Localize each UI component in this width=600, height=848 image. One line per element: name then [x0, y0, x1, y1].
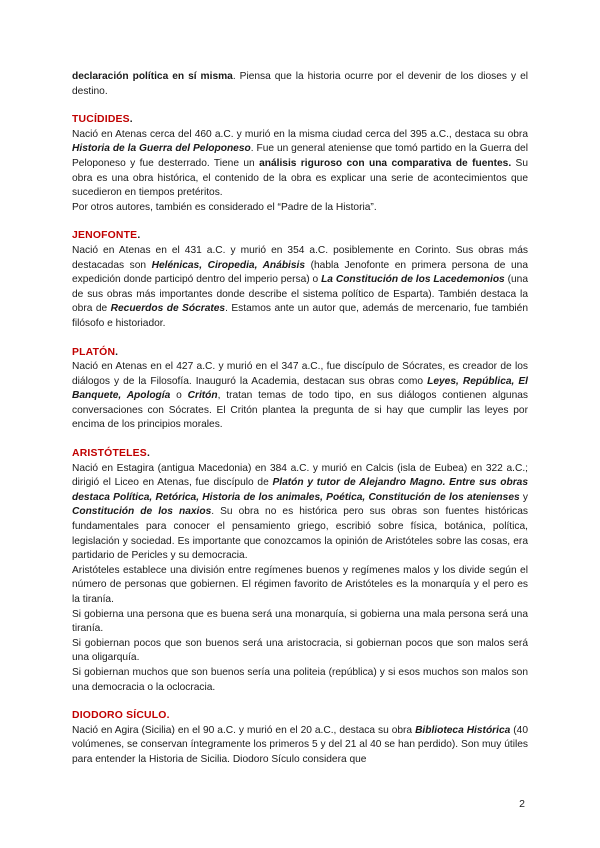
aristoteles-paragraph-4: Si gobiernan pocos que son buenos será una aristocracia, si gobiernan pocos que son malos será una oligarquía. — [72, 637, 528, 664]
heading-platon: PLATÓN. — [72, 346, 119, 358]
diodoro-paragraph: Nació en Agira (Sicilia) en el 90 a.C. y murió en el 20 a.C., destaca su obra Biblioteca Histórica (40 volúmenes, se conservan íntegramente los primeros 5 y del 21 al 40 se han perdido). Son muy útiles para entender la Historia de Sicilia. Diodoro Sículo considera que — [72, 724, 528, 765]
page-number: 2 — [519, 798, 525, 810]
heading-tucidides: TUCÍDIDES. — [72, 114, 133, 126]
heading-aristoteles: ARISTÓTELES. — [72, 448, 151, 460]
tucidides-paragraph: Nació en Atenas cerca del 460 a.C. y murió en la misma ciudad cerca del 395 a.C., destaca su obra Historia de la Guerra del Peloponeso. Fue un general ateniense que tomó partido en la Guerra del Peloponeso y fue desterrado. Tiene un análisis riguroso con una comparativa de fuentes. Su obra es una obra histórica, el contenido de la obra es explicar una serie de acontecimientos que sucedieron en tiempos pretéritos. — [72, 128, 528, 199]
platon-paragraph: Nació en Atenas en el 427 a.C. y murió en el 347 a.C., fue discípulo de Sócrates, es creador de los diálogos y de la Filosofía. Inauguró la Academia, destacan sus obras como Leyes, República, El Banquete, Apología o Critón, tratan temas de todo tipo, en sus diálogos contienen algunas conversaciones con Sócrates. El Critón plantea la pregunta de si hay que cumplir las leyes por encima de los principios morales. — [72, 361, 528, 431]
intro-paragraph: declaración política en sí misma. Piensa que la historia ocurre por el devenir de los dioses y el destino. — [72, 71, 528, 97]
aristoteles-paragraph-3: Si gobierna una persona que es buena será una monarquía, si gobierna una mala persona será una tiranía. — [72, 608, 528, 635]
heading-diodoro: DIODORO SÍCULO. — [72, 710, 170, 722]
jenofonte-paragraph: Nació en Atenas en el 431 a.C. y murió en 354 a.C. posiblemente en Corinto. Sus obras más destacadas son Helénicas, Ciropedia, Anábisis (habla Jenofonte en primera persona de una expedición donde participó dentro del imperio persa) o La Constitución de los Lacedemonios (una de sus obras más importantes donde describe el sistema político de Esparta). También destaca la obra de Recuerdos de Sócrates. Estamos ante un autor que, además de mercenario, fue también filósofo e historiador. — [72, 244, 528, 329]
document-page — [72, 70, 528, 768]
heading-jenofonte: JENOFONTE. — [72, 230, 141, 242]
aristoteles-paragraph-2: Aristóteles establece una división entre regímenes buenos y regímenes malos y los divide según el número de personas que gobiernen. El régimen favorito de Aristóteles es la monarquía y el pero es la tiranía. — [72, 564, 528, 605]
aristoteles-paragraph-1: Nació en Estagira (antigua Macedonia) en 384 a.C. y murió en Calcis (isla de Eubea) en 322 a.C.; dirigió el Liceo en Atenas, fue discípulo de Platón y tutor de Alejandro Magno. Entre sus obras destaca Política, Retórica, Historia de los animales, Poética, Constitución de los atenienses y Constitución de los naxios. Su obra no es histórica pero sus obras son fuentes históricas fundamentales para conocer el pensamiento griego, escribió sobre física, botánica, política, legislación y sociedad. Es importante que conozcamos la opinión de Aristóteles sobre las cosas, era partidario de Pericles y su democracia. — [72, 462, 528, 562]
aristoteles-paragraph-5: Si gobiernan muchos que son buenos sería una politeia (república) y si esos muchos son malos son una democracia o la oclocracia. — [72, 666, 528, 693]
tucidides-note: Por otros autores, también es considerado el “Padre de la Historia”. — [72, 201, 377, 213]
